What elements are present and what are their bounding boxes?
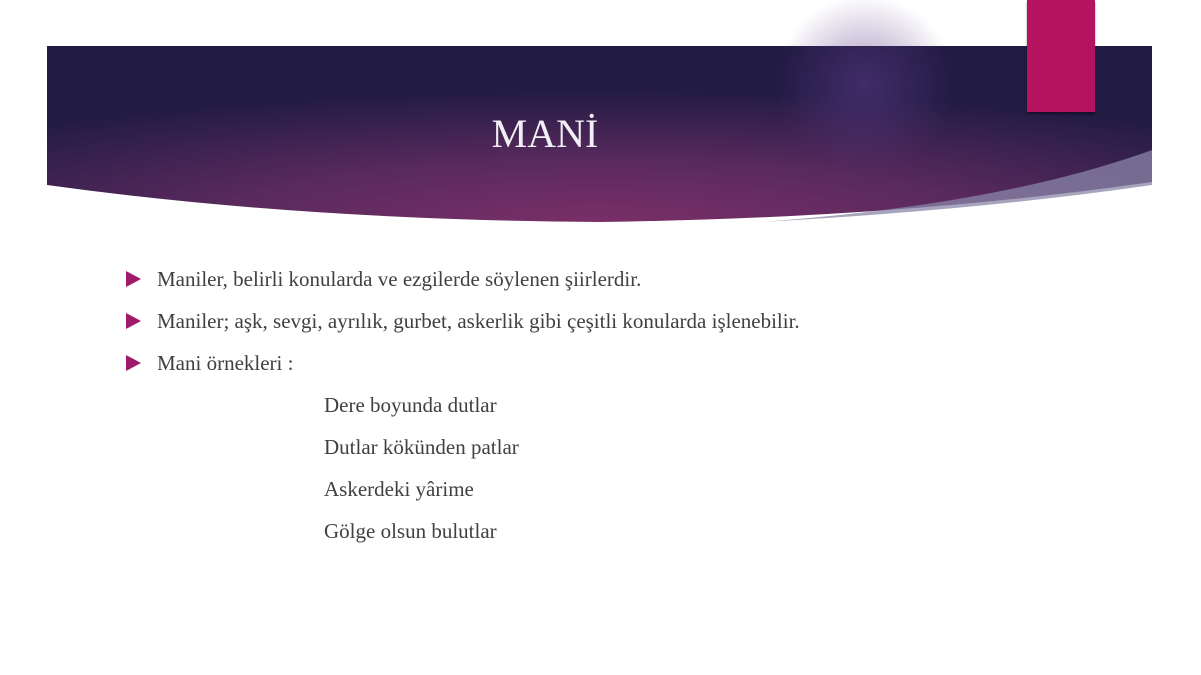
bullet-item bbox=[126, 300, 1126, 342]
verse-line: Askerdeki yârime bbox=[324, 477, 474, 501]
slide-content bbox=[126, 258, 1126, 552]
verse-line: Gölge olsun bulutlar bbox=[324, 519, 497, 543]
verse-line: Dutlar kökünden patlar bbox=[324, 435, 519, 459]
verse-line: Dere boyunda dutlar bbox=[324, 393, 497, 417]
mani-verse bbox=[324, 384, 1126, 552]
slide-title: MANİ bbox=[491, 111, 599, 156]
bullet-item bbox=[126, 342, 1126, 384]
bullet-text: Mani örnekleri : bbox=[157, 350, 294, 375]
triangle-bullet-icon bbox=[126, 271, 141, 287]
bullet-item bbox=[126, 258, 1126, 300]
triangle-bullet-icon bbox=[126, 355, 141, 371]
bullet-text: Maniler, belirli konularda ve ezgilerde söylenen şiirlerdir. bbox=[157, 266, 642, 291]
bullet-text: Maniler; aşk, sevgi, ayrılık, gurbet, askerlik gibi çeşitli konularda işlenebilir. bbox=[157, 308, 800, 333]
accent-tab bbox=[1027, 0, 1095, 112]
triangle-bullet-icon bbox=[126, 313, 141, 329]
